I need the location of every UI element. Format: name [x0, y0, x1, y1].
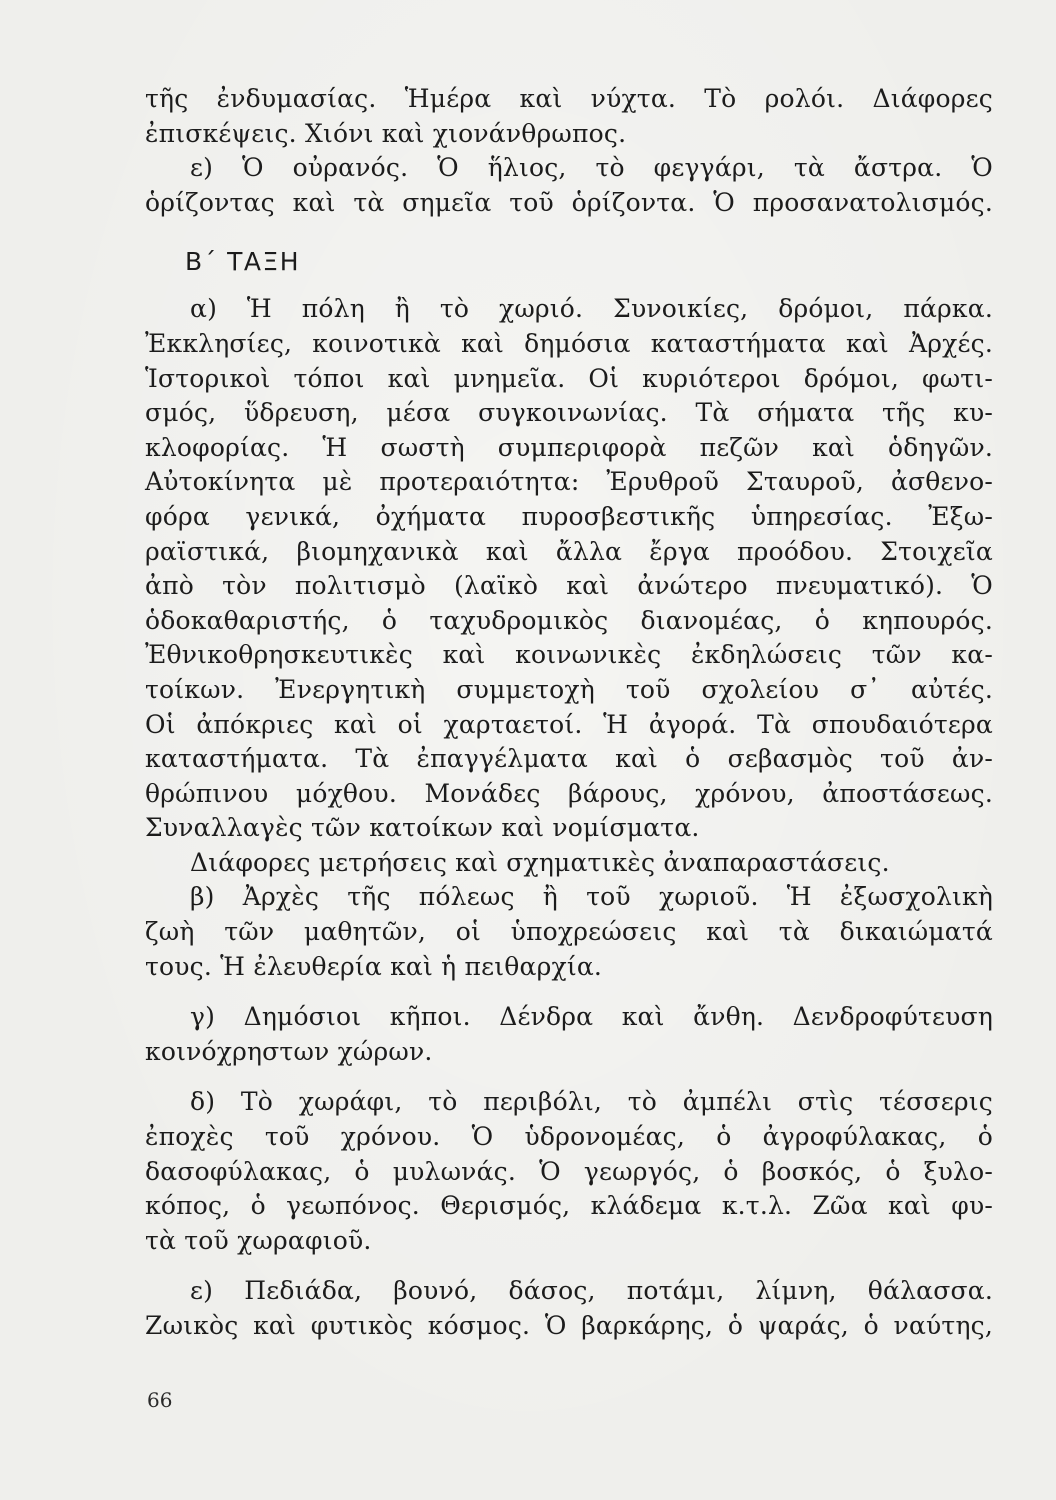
text-line: ἐπισκέψεις. Χιόνι καὶ χιονάνθρωπος.	[145, 118, 627, 148]
text-line: δασοφύλακας, ὁ μυλωνάς. Ὁ γεωργός, ὁ βοσκός, ὁ ξυλο-	[145, 1156, 993, 1186]
paragraph-a-line: α) Ἡ πόλη ἢ τὸ χωριό. Συνοικίες, δρόμοι, πάρκα.	[190, 294, 993, 324]
paragraph-e-line: ε) Ὁ οὐρανός. Ὁ ἥλιος, τὸ φεγγάρι, τὰ ἄστρα. Ὁ	[190, 153, 993, 183]
text-line: Ζωικὸς καὶ φυτικὸς κόσμος. Ὁ βαρκάρης, ὁ ψαράς, ὁ ναύτης,	[145, 1311, 993, 1340]
text-line: Συναλλαγὲς τῶν κατοίκων καὶ νομίσματα.	[145, 813, 700, 843]
text-line: τὰ τοῦ χωραφιοῦ.	[145, 1225, 372, 1255]
text-line: καταστήματα. Τὰ ἐπαγγέλματα καὶ ὁ σεβασμὸς τοῦ ἀν-	[145, 744, 993, 774]
paragraph-c-line: γ) Δημόσιοι κῆποι. Δένδρα καὶ ἄνθη. Δενδροφύτευση	[190, 1002, 993, 1032]
text-line: κόπος, ὁ γεωπόνος. Θερισμός, κλάδεμα κ.τ.λ. Ζῶα καὶ φυ-	[145, 1191, 993, 1221]
paragraph-d-line: δ) Τὸ χωράφι, τὸ περιβόλι, τὸ ἀμπέλι στὶς τέσσερις	[190, 1087, 993, 1117]
text-line: φόρα γενικά, ὀχήματα πυροσβεστικῆς ὑπηρεσίας. Ἐξω-	[145, 501, 993, 531]
text-line: κλοφορίας. Ἡ σωστὴ συμπεριφορὰ πεζῶν καὶ ὁδηγῶν.	[145, 432, 993, 462]
text-line: ζωὴ τῶν μαθητῶν, οἱ ὑποχρεώσεις καὶ τὰ δικαιώματά	[145, 917, 993, 947]
text-line: Ἱστορικοὶ τόποι καὶ μνημεῖα. Οἱ κυριότεροι δρόμοι, φωτι-	[145, 363, 993, 393]
text-line: Ἐκκλησίες, κοινοτικὰ καὶ δημόσια καταστήματα καὶ Ἀρχές.	[145, 328, 993, 358]
text-line: θρώπινου μόχθου. Μονάδες βάρους, χρόνου, ἀποστάσεως.	[145, 778, 993, 808]
text-line: σμός, ὕδρευση, μέσα συγκοινωνίας. Τὰ σήματα τῆς κυ-	[145, 398, 993, 428]
section-heading: Β΄ ΤΑΞΗ	[185, 247, 301, 277]
text-line: ἀπὸ τὸν πολιτισμὸ (λαϊκὸ καὶ ἀνώτερο πνευματικό). Ὁ	[145, 571, 993, 601]
text-line: τοίκων. Ἐνεργητικὴ συμμετοχὴ τοῦ σχολείου σ᾽ αὐτές.	[145, 674, 993, 704]
paragraph-e2-line: ε) Πεδιάδα, βουνό, δάσος, ποτάμι, λίμνη, θάλασσα.	[190, 1276, 993, 1306]
text-line: τῆς ἐνδυμασίας. Ἡμέρα καὶ νύχτα. Τὸ ρολόι. Διάφορες	[145, 84, 993, 113]
text-line: ὁδοκαθαριστής, ὁ ταχυδρομικὸς διανομέας, ὁ κηπουρός.	[145, 605, 993, 635]
text-line: ὁρίζοντας καὶ τὰ σημεῖα τοῦ ὁρίζοντα. Ὁ προσανατολισμός.	[145, 187, 993, 217]
text-line: Ἐθνικοθρησκευτικὲς καὶ κοινωνικὲς ἐκδηλώσεις τῶν κα-	[145, 640, 993, 670]
text-line: Διάφορες μετρήσεις καὶ σχηματικὲς ἀναπαραστάσεις.	[190, 847, 890, 877]
page-text	[145, 82, 993, 1344]
page-number: 66	[147, 1388, 173, 1412]
paragraph-b-line: β) Ἀρχὲς τῆς πόλεως ἢ τοῦ χωριοῦ. Ἡ ἐξωσχολικὴ	[190, 882, 993, 912]
text-line: κοινόχρηστων χώρων.	[145, 1036, 433, 1066]
text-line: ἐποχὲς τοῦ χρόνου. Ὁ ὑδρονομέας, ὁ ἀγροφύλακας, ὁ	[145, 1122, 993, 1152]
text-line: τους. Ἡ ἐλευθερία καὶ ἡ πειθαρχία.	[145, 951, 603, 981]
text-line: ραϊστικά, βιομηχανικὰ καὶ ἄλλα ἔργα προόδου. Στοιχεῖα	[145, 536, 993, 566]
text-line: Αὐτοκίνητα μὲ προτεραιότητα: Ἐρυθροῦ Σταυροῦ, ἀσθενο-	[145, 467, 993, 497]
text-line: Οἱ ἀπόκριες καὶ οἱ χαρταετοί. Ἡ ἀγορά. Τὰ σπουδαιότερα	[145, 709, 993, 739]
